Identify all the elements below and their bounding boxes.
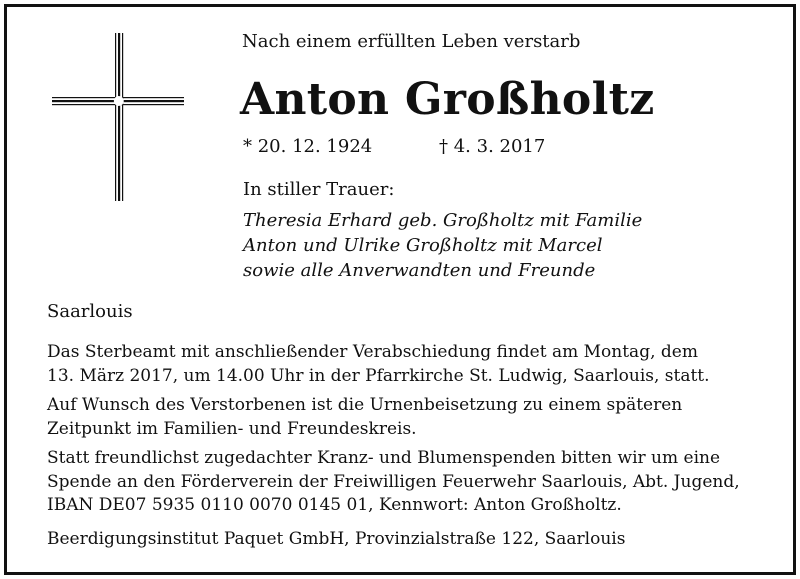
paragraph-line: Das Sterbeamt mit anschließender Verabschiedung findet am Montag, dem: [47, 342, 698, 362]
funeral-home-footer: Beerdigungsinstitut Paquet GmbH, Provinzialstraße 122, Saarlouis: [47, 529, 626, 549]
paragraph-line: Spende an den Förderverein der Freiwilligen Feuerwehr Saarlouis, Abt. Jugend,: [47, 471, 740, 492]
service-paragraph: [47, 341, 767, 388]
paragraph-line: Statt freundlichst zugedachter Kranz- und Blumenspenden bitten wir um eine: [47, 448, 721, 468]
intro-text: Nach einem erfüllten Leben verstarb: [242, 31, 581, 52]
mourner-line: sowie alle Anverwandten und Freunde: [243, 260, 596, 281]
donation-paragraph: [47, 447, 767, 518]
death-date: † 4. 3. 2017: [439, 136, 546, 157]
mourner-line: Anton und Ulrike Großholtz mit Marcel: [243, 235, 603, 256]
paragraph-line: IBAN DE07 5935 0110 0070 0145 01, Kennwort: Anton Großholtz.: [47, 495, 622, 515]
mourner-line: Theresia Erhard geb. Großholtz mit Familie: [243, 210, 643, 231]
mourners-list: [243, 208, 642, 283]
city-name: Saarlouis: [47, 301, 133, 322]
paragraph-line: 13. März 2017, um 14.00 Uhr in der Pfarrkirche St. Ludwig, Saarlouis, statt.: [47, 365, 710, 386]
paragraph-line: Auf Wunsch des Verstorbenen ist die Urnenbeisetzung zu einem späteren: [47, 395, 683, 415]
birth-date: * 20. 12. 1924: [243, 136, 373, 157]
burial-paragraph: [47, 394, 767, 441]
paragraph-line: Zeitpunkt im Familien- und Freundeskreis.: [47, 418, 417, 439]
mourning-label: In stiller Trauer:: [243, 179, 395, 200]
cross-icon: [50, 33, 186, 201]
deceased-name: Anton Großholtz: [240, 74, 655, 125]
